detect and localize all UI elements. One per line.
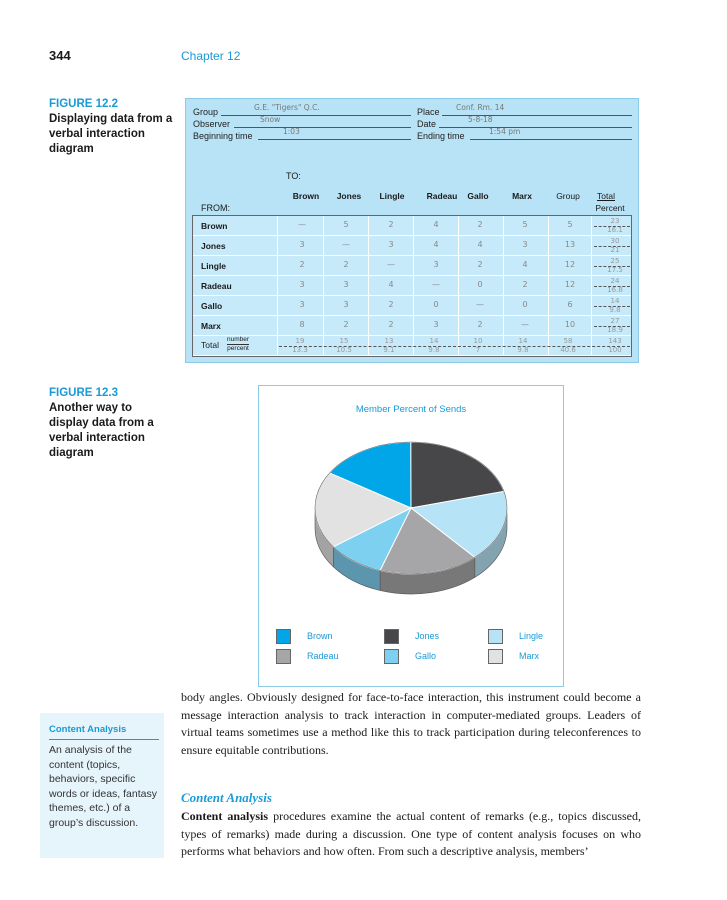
total-number: 143 [608,337,622,345]
legend-label: Brown [307,631,333,641]
total-number: 58 [563,337,573,345]
legend-swatch-lingle [488,629,503,644]
observer-label: Observer [193,119,231,129]
table-cell: 10 [564,320,576,329]
total-number: 14 [518,337,528,345]
table-row [193,276,631,296]
section-heading: Content Analysis [181,790,272,805]
table-cell: — [342,240,350,249]
table-cell: 6 [567,300,573,309]
body-paragraph-2-text: procedures examine the actual content of remarks (e.g., topics discussed, types of remarks) made during a discussion. One type of content analysis focuses on who performs what behaviors and how often. From such a descriptive analysis, members’ [181,809,642,858]
interaction-form [185,98,639,363]
col-head-percent: Percent [595,203,625,213]
total-percent: 9.1 [383,346,395,354]
col-head-radeau: Radeau [426,191,458,201]
figure-12-3-caption [49,386,174,461]
total-label: Total [201,340,219,350]
row-percent: 16.1 [607,226,623,234]
table-cell: 2 [299,260,305,269]
to-label: TO: [286,171,301,181]
glossary-term: Content Analysis [49,724,127,735]
table-cell: 3 [388,240,394,249]
legend-label: Radeau [307,651,339,661]
table-cell: 0 [522,300,528,309]
table-row [193,216,631,236]
col-head-marx: Marx [512,191,532,201]
row-total: 14 [610,297,620,305]
row-percent: 16.8 [607,286,623,294]
table-cell: 2 [388,300,394,309]
total-percent: 100 [608,346,622,354]
table-cell: 2 [477,260,483,269]
table-cell: 2 [388,320,394,329]
table-cell: 12 [564,260,576,269]
date-value: 5-8-18 [468,115,493,124]
row-label: Lingle [201,261,227,271]
figure-12-2-label: FIGURE 12.2 [49,98,119,110]
fraction-line [594,246,630,247]
total-percent: 7 [475,346,481,354]
col-head-total: Total [597,191,615,201]
body-bold-term: Content analysis [181,809,269,823]
table-cell: 2 [343,320,349,329]
table-cell: — [521,320,529,329]
col-head-jones: Jones [336,191,362,201]
legend-swatch-marx [488,649,503,664]
fraction-line [594,286,630,287]
table-cell: — [476,300,484,309]
legend-swatch-gallo [384,649,399,664]
table-cell: 8 [299,320,305,329]
table-cell: 2 [522,280,528,289]
table-cell: 4 [388,280,394,289]
row-label: Jones [201,241,226,251]
total-percent: 13.3 [292,346,308,354]
table-cell: 3 [299,300,305,309]
ending-time-label: Ending time [417,131,465,141]
table-cell: 0 [477,280,483,289]
row-percent: 18.9 [607,326,623,334]
beginning-time-value: 1:03 [283,127,300,136]
figure-12-2-caption [49,97,174,157]
ending-time-value: 1:54 pm [489,127,521,136]
legend-label: Gallo [415,651,437,661]
fraction-line [594,326,630,327]
table-cell: 3 [343,280,349,289]
col-head-group: Group [556,191,580,201]
row-label: Marx [201,321,221,331]
table-cell: 13 [564,240,576,249]
col-head-gallo: Gallo [467,191,489,201]
row-total: 24 [610,277,620,285]
total-percent: 10.5 [336,346,352,354]
number-label: number [227,336,250,343]
glossary-box [40,713,164,858]
legend-label: Jones [415,631,440,641]
group-value: G.E. "Tigers" Q.C. [254,103,320,112]
table-cell: 2 [477,320,483,329]
table-cell: 4 [522,260,528,269]
col-head-lingle: Lingle [379,191,405,201]
col-head-brown: Brown [292,191,320,201]
table-cell: 4 [477,240,483,249]
row-total: 30 [610,237,620,245]
body-paragraph-1: body angles. Obviously designed for face-to-face interaction, this instrument could become a message interaction analysis to track interaction in computer-mediated groups. Leaders of virtual teams sometimes use a method like this to track participation during teleconferences to ensure equitable contributions. [181,690,641,757]
row-percent: 21 [610,246,620,254]
table-cell: — [432,280,440,289]
table-cell: — [387,260,395,269]
page-number: 344 [49,48,71,63]
group-label: Group [193,107,219,117]
interaction-grid [192,215,632,357]
figure-12-3-label: FIGURE 12.3 [49,387,119,399]
table-cell: 5 [343,220,349,229]
chart-title: Member Percent of Sends [355,404,467,415]
total-number: 15 [339,337,349,345]
date-label: Date [417,119,437,129]
fraction-line [279,346,630,347]
figure-12-2-caption-text: Displaying data from a verbal interaction diagram [49,113,173,155]
table-cell: 0 [433,300,439,309]
legend-swatch-radeau [276,649,291,664]
table-cell: 5 [567,220,573,229]
from-label: FROM: [201,203,230,213]
row-total: 23 [610,217,620,225]
total-number: 19 [295,337,305,345]
observer-value: Snow [260,115,281,124]
row-label: Brown [201,221,228,231]
fraction-line [594,266,630,267]
table-cell: 3 [433,320,439,329]
table-cell: 3 [343,300,349,309]
table-cell: 2 [343,260,349,269]
table-row [193,296,631,316]
legend-swatch-brown [276,629,291,644]
place-value: Conf. Rm. 14 [456,103,505,112]
total-row [193,336,631,356]
pie-chart-box [258,385,564,687]
row-total: 25 [610,257,620,265]
table-cell: 2 [477,220,483,229]
total-percent: 9.8 [428,346,440,354]
pie-chart [259,422,563,652]
table-cell: 12 [564,280,576,289]
table-cell: 5 [522,220,528,229]
fraction-line [594,306,630,307]
total-percent: 40.6 [560,346,576,354]
row-total: 27 [610,317,620,325]
table-cell: 3 [433,260,439,269]
body-paragraph-2 [181,808,641,861]
row-label: Gallo [201,301,223,311]
total-number: 14 [429,337,439,345]
table-cell: 4 [433,240,439,249]
legend-label: Lingle [519,631,544,641]
table-cell: 4 [433,220,439,229]
figure-12-3-caption-text: Another way to display data from a verbal interaction diagram [49,402,154,459]
total-percent: 9.8 [517,346,529,354]
glossary-rule [49,739,159,740]
fraction-line [594,226,630,227]
table-cell: 3 [299,240,305,249]
table-row [193,316,631,336]
legend-swatch-jones [384,629,399,644]
glossary-definition: An analysis of the content (topics, behaviors, specific words or ideas, fantasy themes, etc.) of a group’s discussion. [49,744,157,829]
table-row [193,236,631,256]
row-percent: 9.8 [609,306,621,314]
beginning-time-label: Beginning time [193,131,253,141]
place-label: Place [417,107,440,117]
legend-label: Marx [519,651,539,661]
table-row [193,256,631,276]
total-number: 13 [384,337,394,345]
total-fraction-label [227,336,249,353]
total-number: 10 [473,337,483,345]
row-label: Radeau [201,281,232,291]
table-cell: 3 [299,280,305,289]
percent-label: percent [227,345,249,352]
table-cell: 3 [522,240,528,249]
row-percent: 17.5 [607,266,623,274]
chapter-label: Chapter 12 [181,49,241,63]
beginning-time-line [258,130,411,140]
table-cell: — [298,220,306,229]
table-cell: 2 [388,220,394,229]
